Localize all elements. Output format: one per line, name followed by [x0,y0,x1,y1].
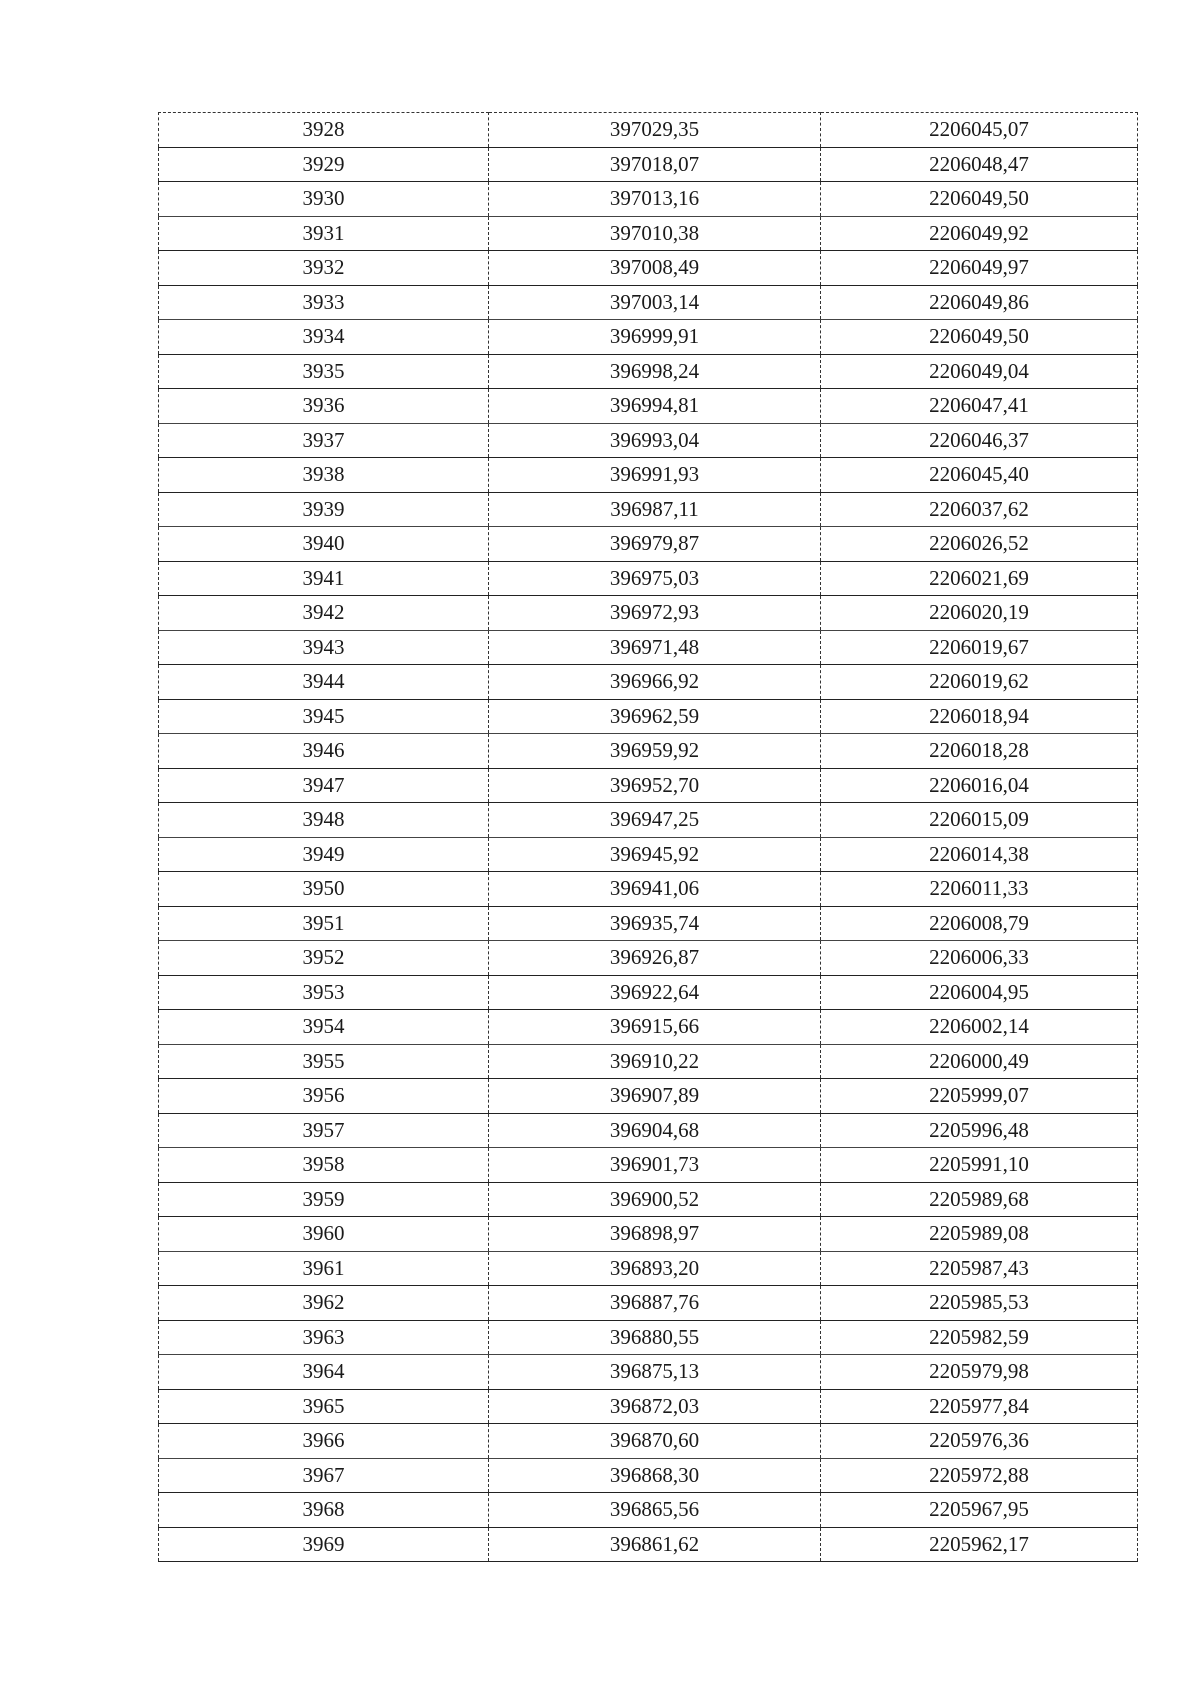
point-number-cell: 3966 [159,1424,489,1459]
y-coordinate-cell: 2206018,28 [821,734,1138,769]
x-coordinate-cell: 397018,07 [489,147,821,182]
x-coordinate-cell: 396998,24 [489,354,821,389]
table-row [159,872,1138,907]
y-coordinate-cell: 2205976,36 [821,1424,1138,1459]
x-coordinate-cell: 396870,60 [489,1424,821,1459]
coordinates-table [158,112,1138,1562]
point-number-cell: 3934 [159,320,489,355]
point-number-cell: 3969 [159,1527,489,1562]
x-coordinate-cell: 397029,35 [489,113,821,148]
table-row [159,1320,1138,1355]
x-coordinate-cell: 396887,76 [489,1286,821,1321]
table-row [159,561,1138,596]
table-row [159,1458,1138,1493]
point-number-cell: 3954 [159,1010,489,1045]
x-coordinate-cell: 396999,91 [489,320,821,355]
point-number-cell: 3960 [159,1217,489,1252]
table-row [159,113,1138,148]
point-number-cell: 3938 [159,458,489,493]
point-number-cell: 3944 [159,665,489,700]
x-coordinate-cell: 396872,03 [489,1389,821,1424]
point-number-cell: 3945 [159,699,489,734]
y-coordinate-cell: 2206008,79 [821,906,1138,941]
y-coordinate-cell: 2205987,43 [821,1251,1138,1286]
table-row [159,320,1138,355]
x-coordinate-cell: 396972,93 [489,596,821,631]
x-coordinate-cell: 396979,87 [489,527,821,562]
x-coordinate-cell: 396900,52 [489,1182,821,1217]
y-coordinate-cell: 2206049,04 [821,354,1138,389]
x-coordinate-cell: 396907,89 [489,1079,821,1114]
y-coordinate-cell: 2205991,10 [821,1148,1138,1183]
x-coordinate-cell: 396910,22 [489,1044,821,1079]
y-coordinate-cell: 2206049,92 [821,216,1138,251]
point-number-cell: 3933 [159,285,489,320]
point-number-cell: 3943 [159,630,489,665]
table-row [159,1148,1138,1183]
y-coordinate-cell: 2206021,69 [821,561,1138,596]
y-coordinate-cell: 2206046,37 [821,423,1138,458]
y-coordinate-cell: 2206011,33 [821,872,1138,907]
coordinates-table-body [159,113,1138,1562]
point-number-cell: 3930 [159,182,489,217]
table-row [159,1493,1138,1528]
point-number-cell: 3928 [159,113,489,148]
x-coordinate-cell: 396966,92 [489,665,821,700]
x-coordinate-cell: 396915,66 [489,1010,821,1045]
point-number-cell: 3947 [159,768,489,803]
point-number-cell: 3941 [159,561,489,596]
table-row [159,1355,1138,1390]
y-coordinate-cell: 2206002,14 [821,1010,1138,1045]
table-row [159,941,1138,976]
point-number-cell: 3963 [159,1320,489,1355]
x-coordinate-cell: 396935,74 [489,906,821,941]
x-coordinate-cell: 396898,97 [489,1217,821,1252]
table-row [159,906,1138,941]
point-number-cell: 3964 [159,1355,489,1390]
y-coordinate-cell: 2206049,97 [821,251,1138,286]
y-coordinate-cell: 2206026,52 [821,527,1138,562]
x-coordinate-cell: 396994,81 [489,389,821,424]
point-number-cell: 3968 [159,1493,489,1528]
point-number-cell: 3942 [159,596,489,631]
y-coordinate-cell: 2206004,95 [821,975,1138,1010]
document-page [158,112,1137,1562]
table-row [159,182,1138,217]
y-coordinate-cell: 2206048,47 [821,147,1138,182]
point-number-cell: 3952 [159,941,489,976]
table-row [159,147,1138,182]
x-coordinate-cell: 396993,04 [489,423,821,458]
table-row [159,389,1138,424]
y-coordinate-cell: 2205967,95 [821,1493,1138,1528]
point-number-cell: 3958 [159,1148,489,1183]
table-row [159,527,1138,562]
table-row [159,630,1138,665]
point-number-cell: 3949 [159,837,489,872]
x-coordinate-cell: 396875,13 [489,1355,821,1390]
point-number-cell: 3967 [159,1458,489,1493]
table-row [159,596,1138,631]
y-coordinate-cell: 2206014,38 [821,837,1138,872]
x-coordinate-cell: 397010,38 [489,216,821,251]
point-number-cell: 3939 [159,492,489,527]
table-row [159,734,1138,769]
x-coordinate-cell: 396926,87 [489,941,821,976]
point-number-cell: 3953 [159,975,489,1010]
x-coordinate-cell: 396987,11 [489,492,821,527]
table-row [159,492,1138,527]
table-row [159,216,1138,251]
table-row [159,699,1138,734]
table-row [159,251,1138,286]
y-coordinate-cell: 2205989,68 [821,1182,1138,1217]
x-coordinate-cell: 396893,20 [489,1251,821,1286]
point-number-cell: 3946 [159,734,489,769]
point-number-cell: 3965 [159,1389,489,1424]
point-number-cell: 3956 [159,1079,489,1114]
point-number-cell: 3929 [159,147,489,182]
table-row [159,1113,1138,1148]
y-coordinate-cell: 2205962,17 [821,1527,1138,1562]
x-coordinate-cell: 396904,68 [489,1113,821,1148]
point-number-cell: 3935 [159,354,489,389]
table-row [159,423,1138,458]
y-coordinate-cell: 2205972,88 [821,1458,1138,1493]
point-number-cell: 3948 [159,803,489,838]
x-coordinate-cell: 396868,30 [489,1458,821,1493]
point-number-cell: 3955 [159,1044,489,1079]
table-row [159,285,1138,320]
y-coordinate-cell: 2205999,07 [821,1079,1138,1114]
y-coordinate-cell: 2206016,04 [821,768,1138,803]
x-coordinate-cell: 396901,73 [489,1148,821,1183]
y-coordinate-cell: 2205979,98 [821,1355,1138,1390]
y-coordinate-cell: 2205996,48 [821,1113,1138,1148]
table-row [159,1424,1138,1459]
y-coordinate-cell: 2206019,62 [821,665,1138,700]
y-coordinate-cell: 2206045,40 [821,458,1138,493]
y-coordinate-cell: 2206006,33 [821,941,1138,976]
table-row [159,1389,1138,1424]
table-row [159,458,1138,493]
table-row [159,975,1138,1010]
table-row [159,354,1138,389]
x-coordinate-cell: 396975,03 [489,561,821,596]
table-row [159,1010,1138,1045]
table-row [159,1044,1138,1079]
point-number-cell: 3940 [159,527,489,562]
x-coordinate-cell: 396947,25 [489,803,821,838]
x-coordinate-cell: 396865,56 [489,1493,821,1528]
y-coordinate-cell: 2206049,50 [821,182,1138,217]
point-number-cell: 3961 [159,1251,489,1286]
x-coordinate-cell: 396945,92 [489,837,821,872]
y-coordinate-cell: 2206015,09 [821,803,1138,838]
table-row [159,1079,1138,1114]
point-number-cell: 3937 [159,423,489,458]
x-coordinate-cell: 397013,16 [489,182,821,217]
y-coordinate-cell: 2206049,50 [821,320,1138,355]
table-row [159,768,1138,803]
table-row [159,1527,1138,1562]
x-coordinate-cell: 396880,55 [489,1320,821,1355]
x-coordinate-cell: 397008,49 [489,251,821,286]
y-coordinate-cell: 2206037,62 [821,492,1138,527]
y-coordinate-cell: 2205977,84 [821,1389,1138,1424]
x-coordinate-cell: 396952,70 [489,768,821,803]
point-number-cell: 3959 [159,1182,489,1217]
table-row [159,1182,1138,1217]
y-coordinate-cell: 2206020,19 [821,596,1138,631]
y-coordinate-cell: 2206018,94 [821,699,1138,734]
point-number-cell: 3950 [159,872,489,907]
x-coordinate-cell: 396991,93 [489,458,821,493]
point-number-cell: 3951 [159,906,489,941]
y-coordinate-cell: 2206047,41 [821,389,1138,424]
table-row [159,1251,1138,1286]
x-coordinate-cell: 396962,59 [489,699,821,734]
y-coordinate-cell: 2205989,08 [821,1217,1138,1252]
point-number-cell: 3932 [159,251,489,286]
y-coordinate-cell: 2205982,59 [821,1320,1138,1355]
point-number-cell: 3931 [159,216,489,251]
table-row [159,803,1138,838]
point-number-cell: 3962 [159,1286,489,1321]
x-coordinate-cell: 396922,64 [489,975,821,1010]
point-number-cell: 3957 [159,1113,489,1148]
x-coordinate-cell: 396971,48 [489,630,821,665]
y-coordinate-cell: 2206045,07 [821,113,1138,148]
x-coordinate-cell: 397003,14 [489,285,821,320]
point-number-cell: 3936 [159,389,489,424]
table-row [159,1286,1138,1321]
table-row [159,665,1138,700]
y-coordinate-cell: 2205985,53 [821,1286,1138,1321]
x-coordinate-cell: 396861,62 [489,1527,821,1562]
table-row [159,1217,1138,1252]
y-coordinate-cell: 2206049,86 [821,285,1138,320]
table-row [159,837,1138,872]
y-coordinate-cell: 2206019,67 [821,630,1138,665]
x-coordinate-cell: 396941,06 [489,872,821,907]
y-coordinate-cell: 2206000,49 [821,1044,1138,1079]
x-coordinate-cell: 396959,92 [489,734,821,769]
